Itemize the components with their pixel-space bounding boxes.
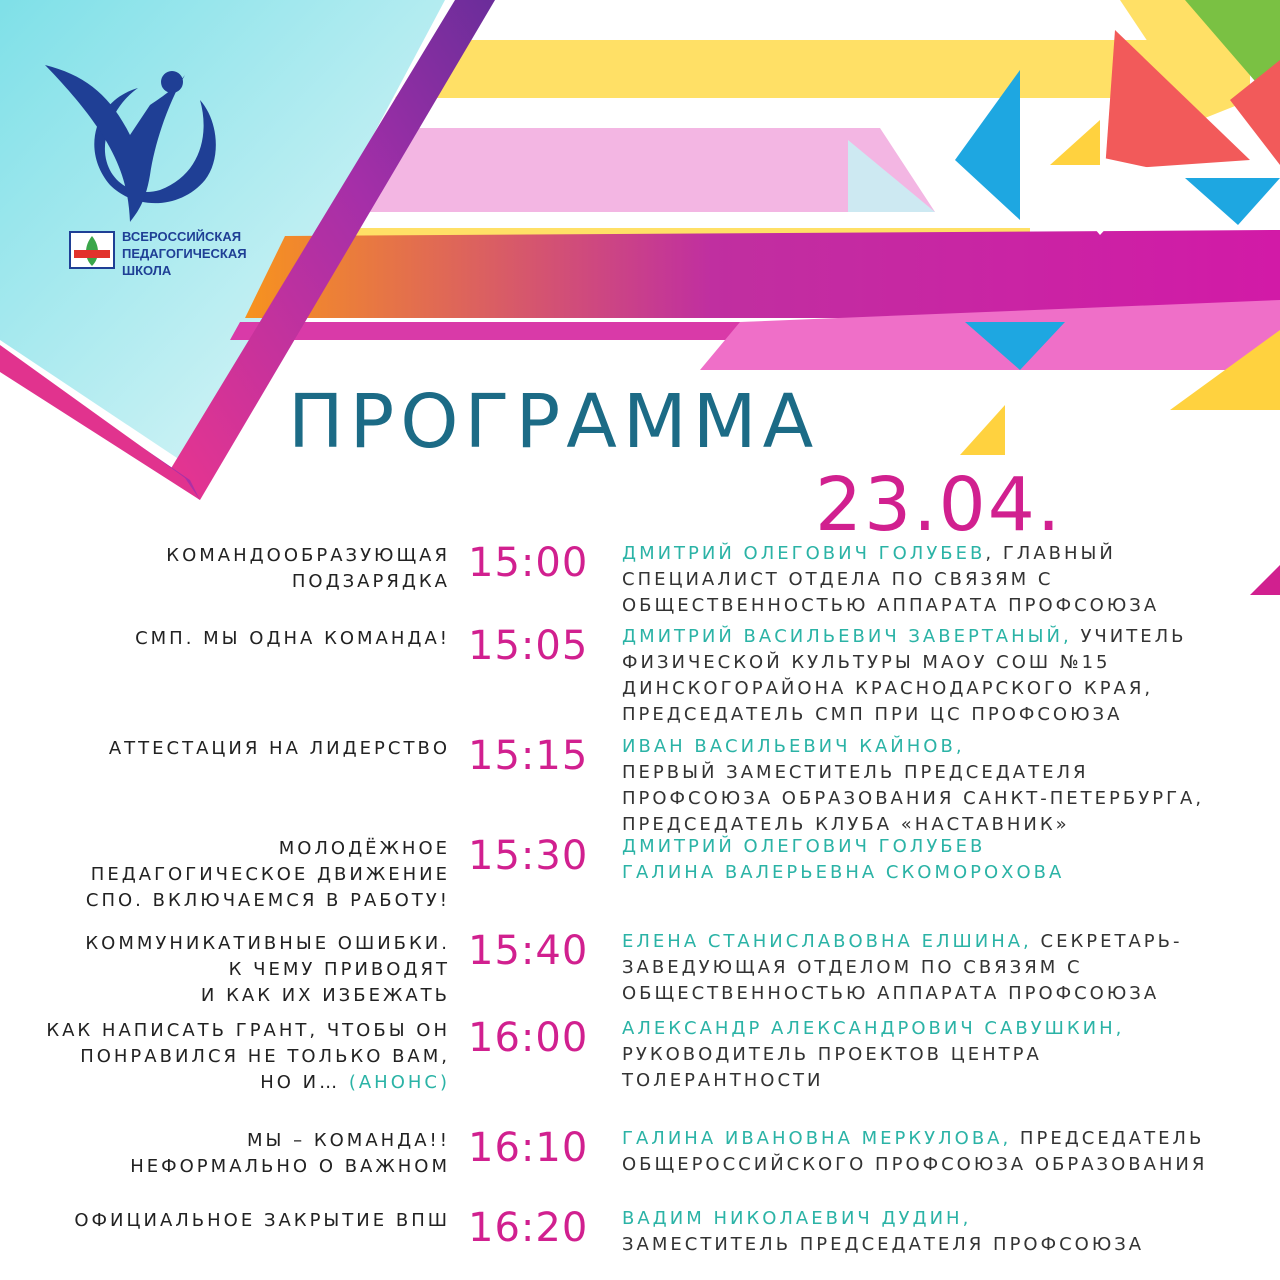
speaker-line bbox=[622, 981, 1272, 1007]
union-emblem-icon bbox=[70, 232, 114, 268]
speaker-line bbox=[622, 541, 1272, 567]
logo-caption bbox=[122, 228, 247, 279]
speaker-line bbox=[622, 1126, 1272, 1152]
speaker-role: ОБЩЕСТВЕННОСТЬЮ АППАРАТА ПРОФСОЮЗА bbox=[622, 595, 1160, 616]
session-time: 15:05 bbox=[468, 623, 589, 669]
speaker-line bbox=[622, 860, 1272, 886]
speaker-role: ФИЗИЧЕСКОЙ КУЛЬТУРЫ МАОУ СОШ №15 bbox=[622, 652, 1111, 673]
session-time: 15:40 bbox=[468, 928, 589, 974]
speaker-name: ДМИТРИЙ ОЛЕГОВИЧ ГОЛУБЕВ bbox=[622, 543, 986, 564]
speaker-line bbox=[622, 834, 1272, 860]
speaker-role: СПЕЦИАЛИСТ ОТДЕЛА ПО СВЯЗЯМ С bbox=[622, 569, 1054, 590]
speaker-line bbox=[622, 593, 1272, 619]
speaker-line bbox=[622, 702, 1272, 728]
speaker-role: ПРОФСОЮЗА ОБРАЗОВАНИЯ САНКТ-ПЕТЕРБУРГА, bbox=[622, 788, 1205, 809]
speaker-line bbox=[622, 624, 1272, 650]
session-speaker bbox=[622, 929, 1272, 1007]
logo-line: ШКОЛА bbox=[122, 263, 172, 278]
topic-line: АТТЕСТАЦИЯ НА ЛИДЕРСТВО bbox=[108, 738, 450, 759]
speaker-line bbox=[622, 676, 1272, 702]
speaker-role: СЕКРЕТАРЬ- bbox=[1031, 931, 1183, 952]
topic-line: И КАК ИХ ИЗБЕЖАТЬ bbox=[200, 985, 450, 1006]
speaker-line bbox=[622, 929, 1272, 955]
speaker-name: АЛЕКСАНДР АЛЕКСАНДРОВИЧ САВУШКИН, bbox=[622, 1018, 1125, 1039]
speaker-role: ОБЩЕСТВЕННОСТЬЮ АППАРАТА ПРОФСОЮЗА bbox=[622, 983, 1160, 1004]
speaker-line bbox=[622, 760, 1272, 786]
session-topic bbox=[0, 931, 450, 1009]
topic-line: КОММУНИКАТИВНЫЕ ОШИБКИ. bbox=[85, 933, 450, 954]
topic-line: ОФИЦИАЛЬНОЕ ЗАКРЫТИЕ ВПШ bbox=[74, 1210, 450, 1231]
speaker-line bbox=[622, 955, 1272, 981]
speaker-name: ГАЛИНА ИВАНОВНА МЕРКУЛОВА, bbox=[622, 1128, 1012, 1149]
session-speaker bbox=[622, 834, 1272, 886]
speaker-name: ДМИТРИЙ ВАСИЛЬЕВИЧ ЗАВЕРТАНЫЙ, bbox=[622, 626, 1072, 647]
speaker-role: ПРЕДСЕДАТЕЛЬ СМП ПРИ ЦС ПРОФСОЮЗА bbox=[622, 704, 1123, 725]
speaker-role: ПЕРВЫЙ ЗАМЕСТИТЕЛЬ ПРЕДСЕДАТЕЛЯ bbox=[622, 762, 1089, 783]
session-time: 15:00 bbox=[468, 540, 589, 586]
session-topic bbox=[0, 1128, 450, 1180]
speaker-line bbox=[622, 1232, 1272, 1258]
session-topic bbox=[0, 626, 450, 652]
session-topic bbox=[0, 736, 450, 762]
topic-line: НЕФОРМАЛЬНО О ВАЖНОМ bbox=[130, 1156, 450, 1177]
speaker-line bbox=[622, 1206, 1272, 1232]
session-time: 16:20 bbox=[468, 1205, 589, 1251]
session-speaker bbox=[622, 1126, 1272, 1178]
speaker-line bbox=[622, 650, 1272, 676]
speaker-line bbox=[622, 567, 1272, 593]
topic-line: СПО. ВКЛЮЧАЕМСЯ В РАБОТУ! bbox=[85, 890, 450, 911]
speaker-role: УЧИТЕЛЬ bbox=[1071, 626, 1187, 647]
session-speaker bbox=[622, 541, 1272, 619]
session-time: 16:00 bbox=[468, 1015, 589, 1061]
logo-line: ВСЕРОССИЙСКАЯ bbox=[122, 229, 242, 244]
topic-line: СМП. МЫ ОДНА КОМАНДА! bbox=[135, 628, 450, 649]
topic-line: КОМАНДООБРАЗУЮЩАЯ bbox=[166, 545, 450, 566]
speaker-line bbox=[622, 1068, 1272, 1094]
speaker-role: ДИНСКОГОРАЙОНА КРАСНОДАРСКОГО КРАЯ, bbox=[622, 678, 1154, 699]
speaker-role: ЗАВЕДУЮЩАЯ ОТДЕЛОМ ПО СВЯЗЯМ С bbox=[622, 957, 1083, 978]
speaker-line bbox=[622, 734, 1272, 760]
session-speaker bbox=[622, 734, 1272, 838]
session-topic bbox=[0, 543, 450, 595]
speaker-line bbox=[622, 786, 1272, 812]
speaker-name: ДМИТРИЙ ОЛЕГОВИЧ ГОЛУБЕВ bbox=[622, 836, 986, 857]
speaker-role: , ГЛАВНЫЙ bbox=[985, 543, 1116, 564]
speaker-role: РУКОВОДИТЕЛЬ ПРОЕКТОВ ЦЕНТРА bbox=[622, 1044, 1042, 1065]
topic-line: К ЧЕМУ ПРИВОДЯТ bbox=[228, 959, 450, 980]
speaker-name: ЕЛЕНА СТАНИСЛАВОВНА ЕЛШИНА, bbox=[622, 931, 1032, 952]
speaker-role: ТОЛЕРАНТНОСТИ bbox=[622, 1070, 824, 1091]
session-time: 15:15 bbox=[468, 733, 589, 779]
speaker-role: ЗАМЕСТИТЕЛЬ ПРЕДСЕДАТЕЛЯ ПРОФСОЮЗА bbox=[622, 1234, 1145, 1255]
topic-line: НО И… (АНОНС) bbox=[260, 1072, 450, 1093]
session-time: 15:30 bbox=[468, 833, 589, 879]
logo-line: ПЕДАГОГИЧЕСКАЯ bbox=[122, 246, 247, 261]
topic-line: МЫ – КОМАНДА!! bbox=[247, 1130, 450, 1151]
session-topic bbox=[0, 836, 450, 914]
speaker-name: ГАЛИНА ВАЛЕРЬЕВНА СКОМОРОХОВА bbox=[622, 862, 1065, 883]
speaker-role: ПРЕДСЕДАТЕЛЬ КЛУБА «НАСТАВНИК» bbox=[622, 814, 1070, 835]
page-title: ПРОГРАММА bbox=[288, 379, 820, 465]
speaker-line bbox=[622, 1016, 1272, 1042]
speaker-role: ОБЩЕРОССИЙСКОГО ПРОФСОЮЗА ОБРАЗОВАНИЯ bbox=[622, 1154, 1208, 1175]
session-speaker bbox=[622, 1206, 1272, 1258]
event-date: 23.04. bbox=[815, 462, 1063, 548]
topic-line: ПОНРАВИЛСЯ НЕ ТОЛЬКО ВАМ, bbox=[80, 1046, 450, 1067]
speaker-name: ВАДИМ НИКОЛАЕВИЧ ДУДИН, bbox=[622, 1208, 972, 1229]
topic-line: КАК НАПИСАТЬ ГРАНТ, ЧТОБЫ ОН bbox=[46, 1020, 450, 1041]
speaker-line bbox=[622, 1152, 1272, 1178]
session-speaker bbox=[622, 1016, 1272, 1094]
session-time: 16:10 bbox=[468, 1125, 589, 1171]
session-speaker bbox=[622, 624, 1272, 728]
speaker-line bbox=[622, 1042, 1272, 1068]
speaker-name: ИВАН ВАСИЛЬЕВИЧ КАЙНОВ, bbox=[622, 736, 965, 757]
topic-line: ПОДЗАРЯДКА bbox=[291, 571, 450, 592]
topic-note: (АНОНС) bbox=[340, 1072, 450, 1093]
speaker-role: ПРЕДСЕДАТЕЛЬ bbox=[1011, 1128, 1205, 1149]
session-topic bbox=[0, 1208, 450, 1234]
session-topic bbox=[0, 1018, 450, 1096]
topic-line: ПЕДАГОГИЧЕСКОЕ ДВИЖЕНИЕ bbox=[90, 864, 450, 885]
topic-line: МОЛОДЁЖНОЕ bbox=[278, 838, 450, 859]
